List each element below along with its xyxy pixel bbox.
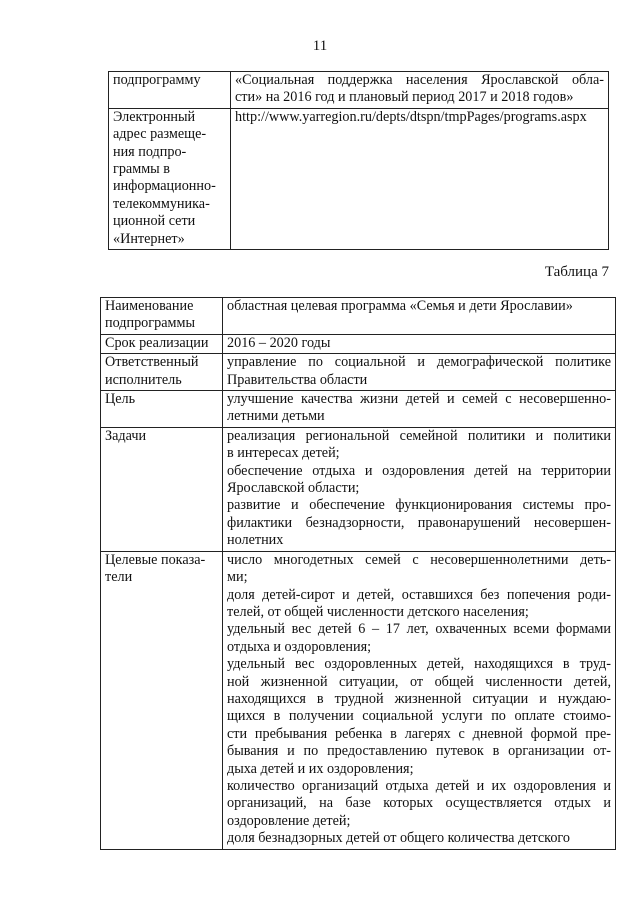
table-row xyxy=(101,298,616,335)
cell-line: «Интернет» xyxy=(113,230,185,247)
table-caption: Таблица 7 xyxy=(544,264,609,280)
cell-line: находящихся в трудной жизненной ситуации и нуждаю- xyxy=(227,690,611,707)
cell-line: бывания и по предоставлению путевок в организации от- xyxy=(227,743,611,760)
cell-line: Правительства области xyxy=(227,371,368,388)
table-row xyxy=(101,391,616,428)
cell-line: количество организаций отдыха детей и их оздоровления и xyxy=(227,777,611,794)
cell-line: Цель xyxy=(105,391,136,408)
row-label xyxy=(109,72,231,109)
cell-line: граммы в xyxy=(113,161,170,178)
cell-line: управление по социальной и демографической политике xyxy=(227,354,611,371)
cell-line: щихся в получении социальной услуги по оплате стоимо- xyxy=(227,708,611,725)
row-value xyxy=(231,108,609,249)
table-row xyxy=(101,334,616,353)
passport-table-continued xyxy=(108,71,609,250)
cell-line: областная целевая программа «Семья и дети Ярославии» xyxy=(227,298,573,314)
cell-line: летними детьми xyxy=(227,408,325,425)
row-label xyxy=(101,391,223,428)
cell-line: Ярославской области; xyxy=(227,480,360,497)
cell-line: 2016 – 2020 годы xyxy=(227,334,331,351)
cell-line: исполнитель xyxy=(105,371,182,388)
cell-line: в интересах детей; xyxy=(227,445,340,462)
table1-body xyxy=(109,72,609,250)
cell-line: отдыха и оздоровления; xyxy=(227,638,372,655)
cell-line: улучшение качества жизни детей и семей с несовершенно- xyxy=(227,391,611,408)
row-value xyxy=(223,354,616,391)
cell-line: сти пребывания ребенка в лагерях с дневной формой пре- xyxy=(227,725,611,742)
cell-line: организаций, на базе которых осуществляется отдых и xyxy=(227,795,611,812)
row-label xyxy=(101,551,223,849)
cell-line: подпрограмму xyxy=(113,72,201,88)
cell-line: подпрограммы xyxy=(105,315,195,332)
cell-line: ми; xyxy=(227,569,248,586)
cell-line: Электронный xyxy=(113,108,196,125)
row-label xyxy=(101,354,223,391)
cell-line: удельный вес оздоровленных детей, находящихся в труд- xyxy=(227,656,611,673)
cell-line: обеспечение отдыха и оздоровления детей на территории xyxy=(227,462,611,479)
cell-line: реализация региональной семейной политики и политики xyxy=(227,427,611,444)
row-value xyxy=(223,391,616,428)
cell-line: телей, от общей численности детского населения; xyxy=(227,603,529,620)
row-value xyxy=(223,551,616,849)
cell-line: доля детей-сирот и детей, оставшихся без попечения роди- xyxy=(227,586,611,603)
cell-line: ния подпро- xyxy=(113,143,187,160)
table-row xyxy=(109,108,609,249)
cell-line: Задачи xyxy=(105,427,147,444)
cell-line: Наименование xyxy=(105,298,194,314)
row-value xyxy=(223,427,616,551)
cell-line: телекоммуника- xyxy=(113,195,210,212)
cell-line: адрес размеще- xyxy=(113,126,207,143)
table-row xyxy=(101,354,616,391)
cell-line: информационно- xyxy=(113,178,216,195)
row-label xyxy=(101,298,223,335)
cell-line: ционной сети xyxy=(113,213,196,230)
cell-line: развитие и обеспечение функционирования системы про- xyxy=(227,497,611,514)
cell-line: ной жизненной ситуации, от общей численности детей, xyxy=(227,673,611,690)
cell-line: тели xyxy=(105,569,133,586)
page-number: 11 xyxy=(312,38,328,54)
row-value xyxy=(223,334,616,353)
cell-line: сти» на 2016 год и плановый период 2017 и 2018 годов» xyxy=(235,89,574,106)
row-label xyxy=(101,427,223,551)
row-value xyxy=(231,72,609,109)
cell-line: число многодетных семей с несовершеннолетними деть- xyxy=(227,551,611,568)
table-row xyxy=(101,427,616,551)
cell-line: http://www.yarregion.ru/depts/dtspn/tmpPages/programs.aspx xyxy=(235,108,587,125)
cell-line: филактики безнадзорности, правонарушений несовершен- xyxy=(227,514,611,531)
cell-line: Целевые показа- xyxy=(105,551,206,568)
table2-body xyxy=(101,298,616,850)
cell-line: доля безнадзорных детей от общего количества детского xyxy=(227,830,570,847)
row-label xyxy=(101,334,223,353)
cell-line: нолетних xyxy=(227,532,284,549)
cell-line: Ответственный xyxy=(105,354,199,371)
table-row xyxy=(109,72,609,109)
table-row xyxy=(101,551,616,849)
row-value xyxy=(223,298,616,335)
cell-line: удельный вес детей 6 – 17 лет, охваченных всеми формами xyxy=(227,621,611,638)
cell-line: дыха детей и их оздоровления; xyxy=(227,760,414,777)
cell-line: Срок реализации xyxy=(105,334,209,351)
cell-line: «Социальная поддержка населения Ярославской обла- xyxy=(235,72,604,88)
row-label xyxy=(109,108,231,249)
subprogram-passport-table xyxy=(100,297,616,850)
cell-line: оздоровление детей; xyxy=(227,812,351,829)
